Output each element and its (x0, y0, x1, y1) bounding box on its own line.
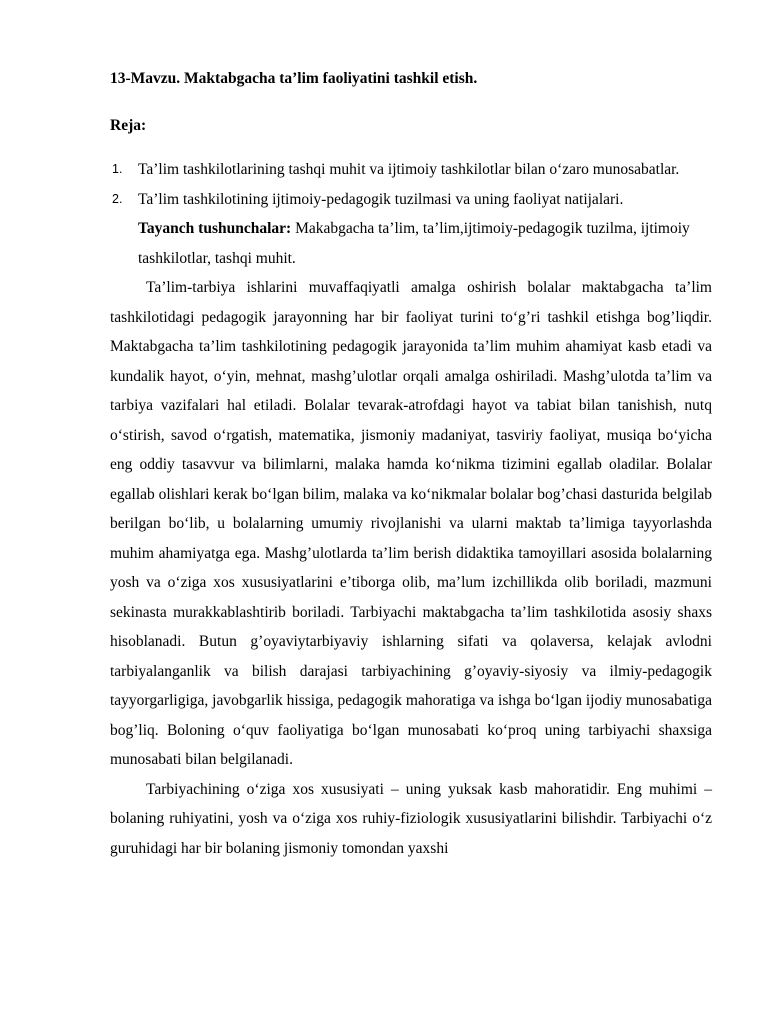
plan-item-number: 1. (112, 162, 123, 176)
plan-item-text: Ta’lim tashkilotining ijtimoiy-pedagogik tuzilmasi va uning faoliyat natijalari. (138, 190, 624, 208)
key-terms-text: Makabgacha ta’lim, ta’lim,ijtimoiy-pedagogik tuzilma, ijtimoiy tashkilotlar, tashqi muhit. (138, 220, 690, 267)
document-title: 13-Mavzu. Maktabgacha ta’lim faoliyatini tashkil etish. (110, 70, 478, 87)
body-paragraph: Ta’lim-tarbiya ishlarini muvaffaqiyatli amalga oshirish bolalar maktabgacha ta’lim tashkilotidagi pedagogik jarayonning har bir faoliyat turini to‘g’ri tashkil etishga bog’liqdir. Maktabgacha ta’lim tashkilotining pedagogik jarayonida ta’lim muhim ahamiyat kasb etadi va kundalik hayot, o‘yin, mehnat, mashg’ulotlar orqali amalga oshiriladi. Mashg’ulotda ta’lim va tarbiya vazifalari hal etiladi. Bolalar tevarak-atrofdagi hayot va tabiat bilan tanishish, nutq o‘stirish, savod o‘rgatish, matematika, jismoniy madaniyat, tasviriy faoliyat, musiqa bo‘yicha eng oddiy tasavvur va bilimlarni, malaka hamda ko‘nikma tizimini egallab oladilar. Bolalar egallab olishlari kerak bo‘lgan bilim, malaka va ko‘nikmalar bolalar bog’chasi dasturida belgilab berilgan bo‘lib, u bolalarning umumiy rivojlanishi va ularni maktab ta’limiga tayyorlashda muhim ahamiyatga ega. Mashg’ulotlarda ta’lim berish didaktika tamoyillari asosida bolalarning yosh va o‘ziga xos xususiyatlarini e’tiborga olib, ma’lum izchillikda olib boriladi, mazmuni sekinasta murakkablashtirib boriladi. Tarbiyachi maktabgacha ta’lim tashkilotida asosiy shaxs hisoblanadi. Butun g’oyaviytarbiyaviy ishlarning sifati va qolaversa, kelajak avlodni tarbiyalanganlik va bilish darajasi tarbiyachining g’oyaviy-siyosiy va ilmiy-pedagogik tayyorgarligiga, javobgarlik hissiga, pedagogik mahoratiga va ishga bo‘lgan ijodiy munosabatiga bog’liq. Boloning o‘quv faoliyatiga bo‘lgan munosabati ko‘proq uning tarbiyachi shaxsiga munosabati bilan belgilanadi. (110, 279, 712, 768)
key-terms (110, 214, 712, 273)
plan-list (110, 155, 712, 214)
key-terms-label: Tayanch tushunchalar: (138, 220, 292, 237)
plan-heading: Reja: (110, 116, 147, 134)
plan-item (110, 185, 712, 215)
plan-item-text: Ta’lim tashkilotlarining tashqi muhit va ijtimoiy tashkilotlar bilan o‘zaro munosabatlar. (138, 161, 680, 178)
document-body (110, 64, 712, 863)
body-paragraph: Tarbiyachining o‘ziga xos xususiyati – uning yuksak kasb mahoratidir. Eng muhimi – bolaning ruhiyatini, yosh va o‘ziga xos ruhiy-fiziologik xususiyatlarini bilishdir. Tarbiyachi o‘z guruhidagi har bir bolaning jismoniy tomondan yaxshi (110, 780, 712, 857)
plan-item-number: 2. (112, 191, 123, 206)
plan-item (110, 155, 712, 185)
